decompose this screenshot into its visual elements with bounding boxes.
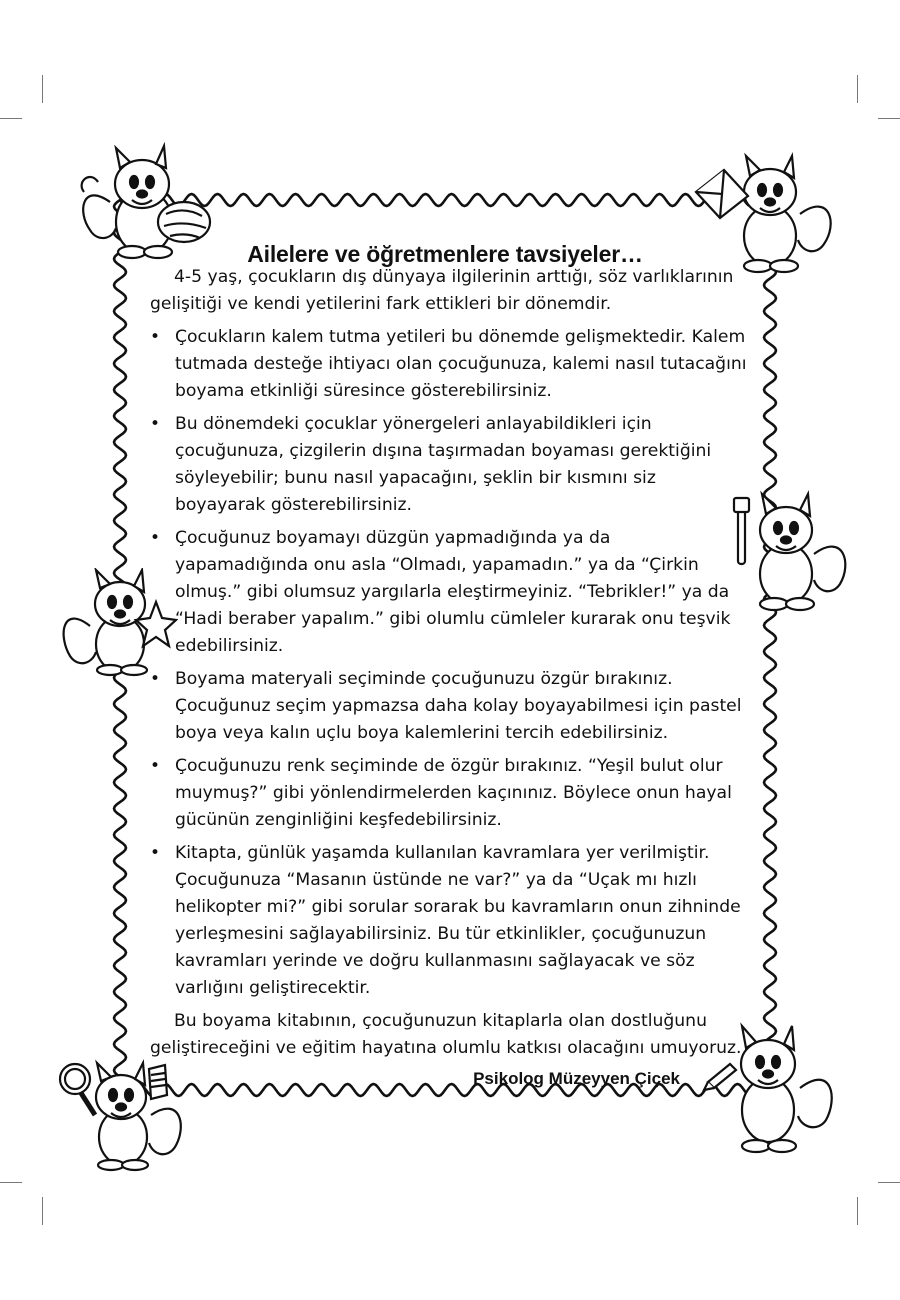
- list-item-text: Kitapta, günlük yaşamda kullanılan kavramlara yer verilmiştir. Çocuğunuza “Masanın üstünde ne var?” ya da “Uçak mı hızlı helikopter mi?” gibi sorular sorarak bu kavramların onun zihninde yerleşmesini sağlayabilirsiniz. Bu tür etkinlikler, çocuğunuzun kavramları yerinde ve doğru kullanmasını sağlayacak ve söz varlığını geliştirecektir.: [175, 843, 741, 998]
- advice-list: [150, 324, 748, 1002]
- list-item-text: Boyama materyali seçiminde çocuğunuzu özgür bırakınız. Çocuğunuz seçim yapmazsa daha kolay boyayabilmesi için pastel boya veya kalın uçlu boya kalemlerini tercih edebilirsiniz.: [175, 669, 742, 743]
- advice-text: [150, 264, 748, 1068]
- squirrel-magnifier-icon: [55, 1055, 190, 1175]
- list-item-text: Bu dönemdeki çocuklar yönergeleri anlayabildikleri için çocuğunuza, çizgilerin dışına taşırmadan boyaması gerektiğini söyleyebilir; bunu nasıl yapacağını, şeklin bir kısmını siz boyayarak gösterebilirsiniz.: [175, 414, 712, 515]
- squirrel-toothbrush-icon: [730, 488, 855, 613]
- bullet-icon: •: [150, 327, 161, 347]
- list-item-text: Çocukların kalem tutma yetileri bu dönemde gelişmektedir. Kalem tutmada desteğe ihtiyacı olan çocuğunuza, kalemi nasıl tutacağını boyama etkinliği süresince gösterebilirsiniz.: [175, 327, 747, 401]
- list-item-text: Çocuğunuz boyamayı düzgün yapmadığında ya da yapamadığında onu asla “Olmadı, yapamadın.” ya da “Çirkin olmuş.” gibi olumsuz yargılarla eleştirmeyiniz. “Tebrikler!” ya da “Hadi beraber yapalım.” gibi olumlu cümleler kurarak onu teşvik edebilirsiniz.: [175, 528, 731, 656]
- list-item-text: Çocuğunuzu renk seçiminde de özgür bırakınız. “Yeşil bulut olur muymuş?” gibi yönlendirmelerden kaçınınız. Böylece onun hayal gücünün zenginliğini keşfedebilirsiniz.: [175, 756, 732, 830]
- list-item: [150, 753, 748, 834]
- list-item: [150, 525, 748, 660]
- bullet-icon: •: [150, 843, 161, 863]
- bullet-icon: •: [150, 528, 161, 548]
- list-item: [150, 324, 748, 405]
- page-title: Ailelere ve öğretmenlere tavsiyeler…: [247, 241, 643, 268]
- list-item: [150, 411, 748, 519]
- closing-paragraph: Bu boyama kitabının, çocuğunuzun kitaplarla olan dostluğunu geliştireceğini ve eğitim hayatına olumlu katkısı olacağını umuyoruz.: [150, 1011, 742, 1058]
- bullet-icon: •: [150, 414, 161, 434]
- intro-paragraph: 4-5 yaş, çocukların dış dünyaya ilgilerinin arttığı, söz varlıklarının gelişitiği ve kendi yetilerini fark ettikleri bir dönemdir.: [150, 267, 734, 314]
- bullet-icon: •: [150, 669, 161, 689]
- signature: Psikolog Müzeyyen Çiçek: [473, 1069, 680, 1088]
- list-item: [150, 666, 748, 747]
- bullet-icon: •: [150, 756, 161, 776]
- list-item: [150, 840, 748, 1002]
